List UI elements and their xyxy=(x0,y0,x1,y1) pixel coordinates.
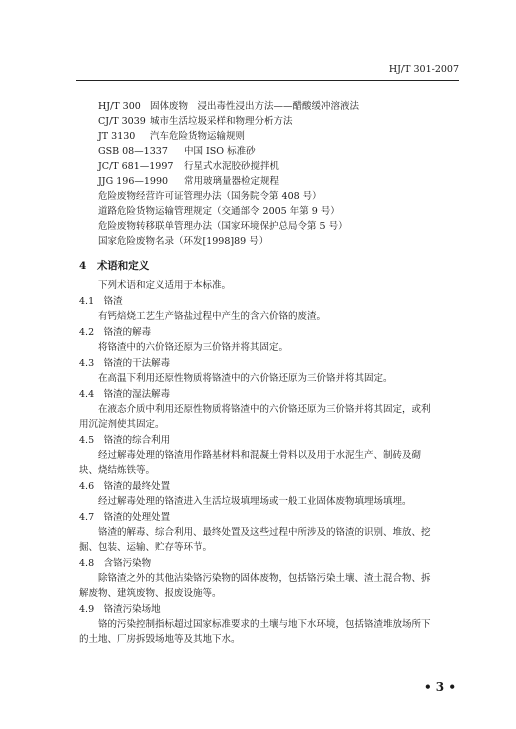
reference-title: 固体废物 浸出毒性浸出方法——醋酸缓冲溶液法 xyxy=(150,101,360,112)
reference-item xyxy=(98,115,293,128)
section-title: 术语和定义 xyxy=(96,260,150,272)
reference-code: HJ/T 300 xyxy=(98,101,141,112)
reference-title: 中国 ISO 标准砂 xyxy=(184,146,256,157)
term-heading xyxy=(79,295,123,308)
term-definition: 除铬渣之外的其他沾染铬污染物的固体废物，包括铬污染土壤、渣土混合物、拆 xyxy=(98,573,431,584)
term-heading xyxy=(79,603,161,616)
term-definition: 有钙焙烧工艺生产铬盐过程中产生的含六价铬的废渣。 xyxy=(98,311,327,322)
term-number: 4.2 xyxy=(79,327,95,338)
term-definition: 的土地、厂房拆毁场地等及其地下水。 xyxy=(79,634,241,645)
term-heading xyxy=(79,326,151,339)
reference-code: JC/T 681—1997 xyxy=(98,161,174,172)
term-number: 4.5 xyxy=(79,435,95,446)
term-name: 铬渣的湿法解毒 xyxy=(103,389,171,400)
reference-item xyxy=(98,100,359,113)
term-number: 4.1 xyxy=(79,296,95,307)
term-definition: 铬的污染控制指标超过国家标准要求的土壤与地下水环境，包括铬渣堆放场所下 xyxy=(98,619,431,630)
reference-item xyxy=(98,160,279,173)
section-intro: 下列术语和定义适用于本标准。 xyxy=(98,280,232,291)
term-definition: 在高温下利用还原性物质将铬渣中的六价铬还原为三价铬并将其固定。 xyxy=(98,373,393,384)
term-heading xyxy=(79,388,170,401)
term-definition: 在液态介质中利用还原性物质将铬渣中的六价铬还原为三价铬并将其固定，或利 xyxy=(98,404,431,415)
page-number: • 3 • xyxy=(423,680,456,694)
term-definition: 经过解毒处理的铬渣用作路基材料和混凝土骨料以及用于水泥生产、制砖及砌 xyxy=(98,450,422,461)
term-number: 4.4 xyxy=(79,389,95,400)
page-header-code: HJ/T 301-2007 xyxy=(388,64,459,75)
reference-title: 危险废物经营许可证管理办法（国务院令第 408 号） xyxy=(98,191,322,202)
term-definition: 解废物、建筑废物、报废设施等。 xyxy=(79,588,222,599)
reference-code: JT 3130 xyxy=(98,131,136,142)
reference-title: 城市生活垃圾采样和物理分析方法 xyxy=(150,116,293,127)
term-definition: 将铬渣中的六价铬还原为三价铬并将其固定。 xyxy=(98,342,289,353)
term-name: 铬渣的干法解毒 xyxy=(103,358,171,369)
term-name: 含铬污染物 xyxy=(103,558,152,569)
term-name: 铬渣的处理处置 xyxy=(103,512,171,523)
reference-code: CJ/T 3039 xyxy=(98,116,146,127)
term-heading xyxy=(79,480,170,493)
reference-code: GSB 08—1337 xyxy=(98,146,168,157)
term-heading xyxy=(79,357,170,370)
reference-title: 道路危险货物运输管理规定（交通部令 2005 年第 9 号） xyxy=(98,206,340,217)
term-number: 4.3 xyxy=(79,358,95,369)
term-definition: 铬渣的解毒、综合利用、最终处置及这些过程中所涉及的铬渣的识别、堆放、挖 xyxy=(98,527,431,538)
term-name: 铬渣的综合利用 xyxy=(103,435,171,446)
reference-title: 国家危险废物名录（环发[1998]89 号） xyxy=(98,236,269,247)
reference-item xyxy=(98,235,268,248)
term-definition: 块、烧结炼铁等。 xyxy=(79,465,156,476)
term-number: 4.7 xyxy=(79,512,95,523)
reference-item xyxy=(98,175,279,188)
section-heading xyxy=(79,258,149,273)
term-number: 4.8 xyxy=(79,558,95,569)
term-heading xyxy=(79,511,170,524)
term-name: 铬渣污染场地 xyxy=(103,604,161,615)
term-definition: 掘、包装、运输、贮存等环节。 xyxy=(79,542,213,553)
reference-item xyxy=(98,190,322,203)
reference-title: 常用玻璃量器检定规程 xyxy=(184,176,280,187)
term-heading xyxy=(79,557,151,570)
reference-item xyxy=(98,145,256,158)
term-heading xyxy=(79,434,170,447)
reference-title: 行星式水泥胶砂搅拌机 xyxy=(184,161,280,172)
reference-title: 汽车危险货物运输规则 xyxy=(150,131,246,142)
term-definition: 经过解毒处理的铬渣进入生活垃圾填埋场或一般工业固体废物填埋场填埋。 xyxy=(98,496,412,507)
header-rule xyxy=(76,80,459,81)
reference-item xyxy=(98,220,348,233)
reference-item xyxy=(98,130,245,143)
term-name: 铬渣的最终处置 xyxy=(103,481,171,492)
reference-item xyxy=(98,205,340,218)
term-number: 4.6 xyxy=(79,481,95,492)
term-name: 铬渣的解毒 xyxy=(103,327,152,338)
term-definition: 用沉淀剂使其固定。 xyxy=(79,419,165,430)
term-number: 4.9 xyxy=(79,604,95,615)
reference-code: JJG 196—1990 xyxy=(98,176,169,187)
term-name: 铬渣 xyxy=(103,296,123,307)
section-number: 4 xyxy=(79,260,87,272)
reference-title: 危险废物转移联单管理办法（国家环境保护总局令第 5 号） xyxy=(98,221,348,232)
